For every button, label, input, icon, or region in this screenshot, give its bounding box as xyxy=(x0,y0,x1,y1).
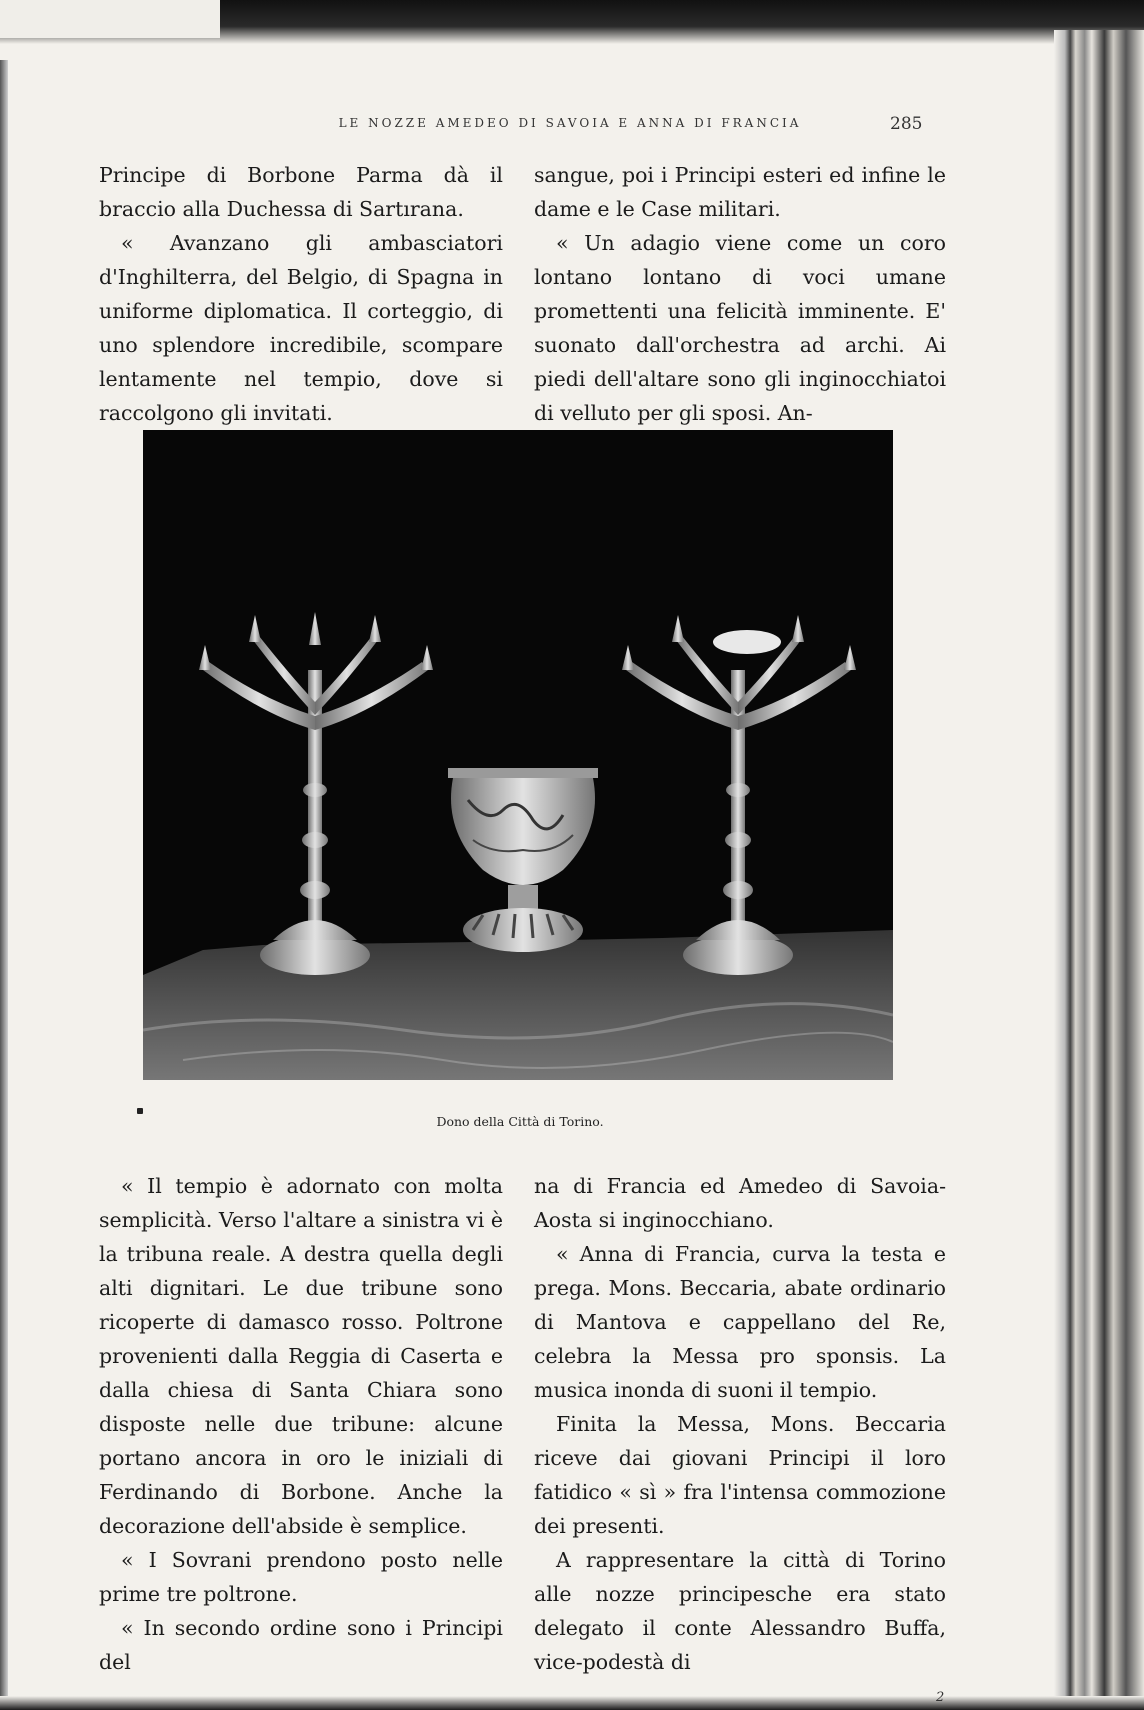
paragraph: « In secondo ordine sono i Principi del xyxy=(99,1616,503,1674)
paragraph: Principe di Borbone Parma dà il braccio alla Duchessa di Sartırana. xyxy=(99,163,503,221)
scan-bottom-edge xyxy=(0,1696,1144,1710)
text-column-bottom-right xyxy=(534,1169,946,1679)
scan-top-left-lip xyxy=(0,0,220,38)
scan-speck xyxy=(137,1108,143,1114)
running-head: LE NOZZE AMEDEO DI SAVOIA E ANNA DI FRANCIA xyxy=(338,116,802,130)
book-edge xyxy=(1054,30,1144,1710)
paragraph: « Avanzano gli ambasciatori d'Inghilterra, del Belgio, di Spagna in uniforme diplomatica. Il corteggio, di uno splendore incredibile, scompare lentamente nel tempio, dove si raccolgono gli invitati. xyxy=(99,231,503,425)
paragraph: A rappresentare la città di Torino alle nozze principesche era stato delegato il conte Alessandro Buffa, vice-podestà di xyxy=(534,1548,946,1674)
signature-mark: 2 xyxy=(936,1690,945,1705)
text-column-top-right xyxy=(534,158,946,430)
text-column-bottom-left xyxy=(99,1169,503,1679)
page-number: 285 xyxy=(890,114,923,134)
photo-illustration xyxy=(143,430,893,1080)
text-column-top-left xyxy=(99,158,503,430)
photo-caption: Dono della Città di Torino. xyxy=(436,1114,604,1129)
paragraph: « Anna di Francia, curva la testa e prega. Mons. Beccaria, abate ordinario di Mantova e cappellano del Re, celebra la Messa pro sponsis. La musica inonda di suoni il tempio. xyxy=(534,1242,946,1402)
paragraph: na di Francia ed Amedeo di Savoia-Aosta si inginocchiano. xyxy=(534,1174,946,1232)
paragraph: « Un adagio viene come un coro lontano lontano di voci umane promettenti una felicità imminente. E' suonato dall'orchestra ad archi. Ai piedi dell'altare sono gli inginocchiatoi di velluto per gli sposi. An- xyxy=(534,231,946,425)
paragraph: « I Sovrani prendono posto nelle prime tre poltrone. xyxy=(99,1548,503,1606)
photo-gift-candelabra-vase xyxy=(143,430,893,1080)
paragraph: « Il tempio è adornato con molta semplicità. Verso l'altare a sinistra vi è la tribuna reale. A destra quella degli alti dignitari. Le due tribune sono ricoperte di damasco rosso. Poltrone provenienti dalla Reggia di Caserta e dalla chiesa di Santa Chiara sono disposte nelle due tribune: alcune portano ancora in oro le iniziali di Ferdinando di Borbone. Anche la decorazione dell'abside è semplice. xyxy=(99,1174,503,1538)
scan-left-edge xyxy=(0,60,8,1710)
paragraph: Finita la Messa, Mons. Beccaria riceve dai giovani Principi il loro fatidico « sì » fra l'intensa commozione dei presenti. xyxy=(534,1412,946,1538)
paragraph: sangue, poi i Principi esteri ed infine le dame e le Case militari. xyxy=(534,163,946,221)
